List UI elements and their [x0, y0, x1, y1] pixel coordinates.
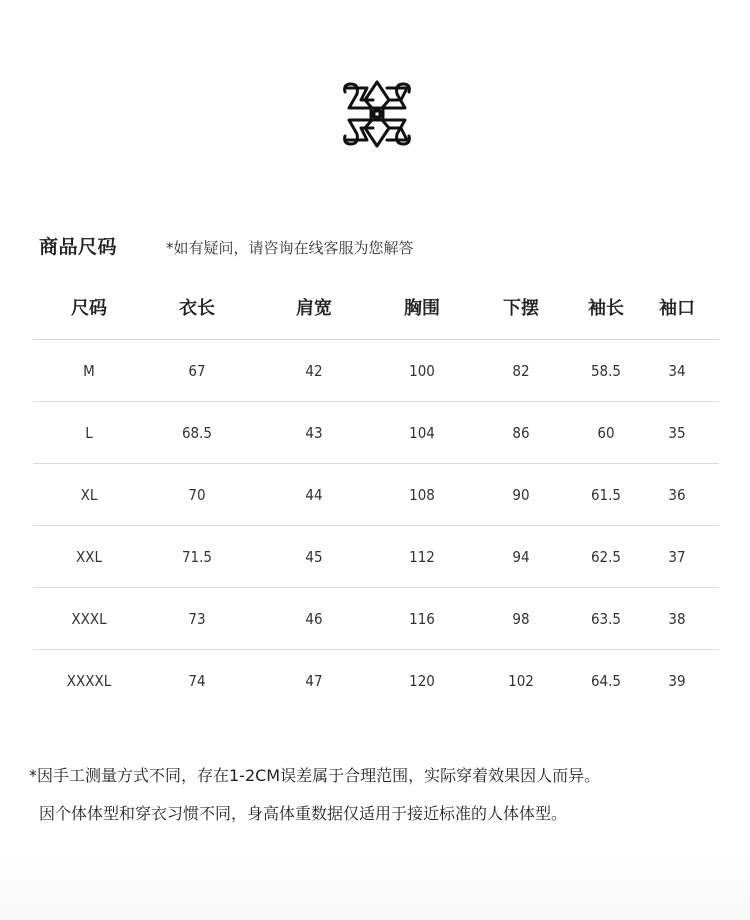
table-cell: 90 [465, 464, 577, 526]
table-cell: 102 [508, 671, 534, 690]
table-cell: 43 [249, 402, 379, 464]
table-row [33, 402, 719, 464]
table-cell: 62.5 [577, 526, 635, 588]
table-cell: 42 [249, 340, 379, 402]
table-cell: XXXXL [66, 671, 112, 690]
brand-monogram-icon [339, 78, 415, 150]
header-chest: 胸围 [379, 275, 465, 340]
header-shoulder: 肩宽 [249, 275, 379, 340]
table-cell: 116 [379, 588, 465, 650]
table-cell: M [33, 340, 145, 402]
table-cell: 36 [635, 464, 719, 526]
table-cell: 94 [465, 526, 577, 588]
table-row [33, 340, 719, 402]
bottom-fade [0, 860, 750, 920]
table-cell: XXXL [33, 588, 145, 650]
header-length: 衣长 [145, 275, 249, 340]
table-cell: 108 [379, 464, 465, 526]
table-cell: 61.5 [577, 464, 635, 526]
table-cell: 73 [145, 588, 249, 650]
table-cell: 120 [409, 671, 435, 690]
size-section-header [39, 232, 719, 262]
section-title: 商品尺码 [39, 236, 118, 258]
table-cell: 104 [379, 402, 465, 464]
header-sleeve-length: 袖长 [577, 275, 635, 340]
table-cell: 71.5 [145, 526, 249, 588]
table-cell: 67 [145, 340, 249, 402]
table-cell: L [33, 402, 145, 464]
table-cell: 46 [249, 588, 379, 650]
table-cell: 45 [249, 526, 379, 588]
size-chart-table [33, 275, 719, 711]
table-cell: 47 [305, 671, 323, 690]
table-row [33, 464, 719, 526]
table-cell: 35 [635, 402, 719, 464]
table-cell: 86 [465, 402, 577, 464]
table-cell: 39 [668, 671, 686, 690]
table-cell: 58.5 [577, 340, 635, 402]
customer-service-note: *如有疑问，请咨询在线客服为您解答 [166, 239, 414, 257]
table-cell: 37 [635, 526, 719, 588]
header-cuff: 袖口 [635, 275, 719, 340]
table-row [33, 526, 719, 588]
table-row [33, 588, 719, 650]
table-cell: 63.5 [577, 588, 635, 650]
body-type-footnote: 因个体体型和穿衣习惯不同，身高体重数据仅适用于接近标准的人体体型。 [39, 804, 568, 823]
table-row [33, 650, 719, 712]
table-cell: 64.5 [590, 671, 622, 690]
table-cell: 34 [635, 340, 719, 402]
header-size: 尺码 [33, 275, 145, 340]
table-cell: 82 [465, 340, 577, 402]
table-cell: 100 [379, 340, 465, 402]
table-cell: 38 [635, 588, 719, 650]
table-cell: XL [33, 464, 145, 526]
measurement-footnote: *因手工测量方式不同，存在1-2CM误差属于合理范围，实际穿着效果因人而异。 [29, 766, 601, 785]
table-cell: 44 [249, 464, 379, 526]
header-hem: 下摆 [465, 275, 577, 340]
table-cell: 70 [145, 464, 249, 526]
table-cell: 112 [379, 526, 465, 588]
table-cell: 98 [465, 588, 577, 650]
table-cell: 60 [577, 402, 635, 464]
table-cell: 74 [188, 671, 206, 690]
table-header-row [33, 275, 719, 340]
table-cell: 68.5 [145, 402, 249, 464]
table-cell: XXL [33, 526, 145, 588]
